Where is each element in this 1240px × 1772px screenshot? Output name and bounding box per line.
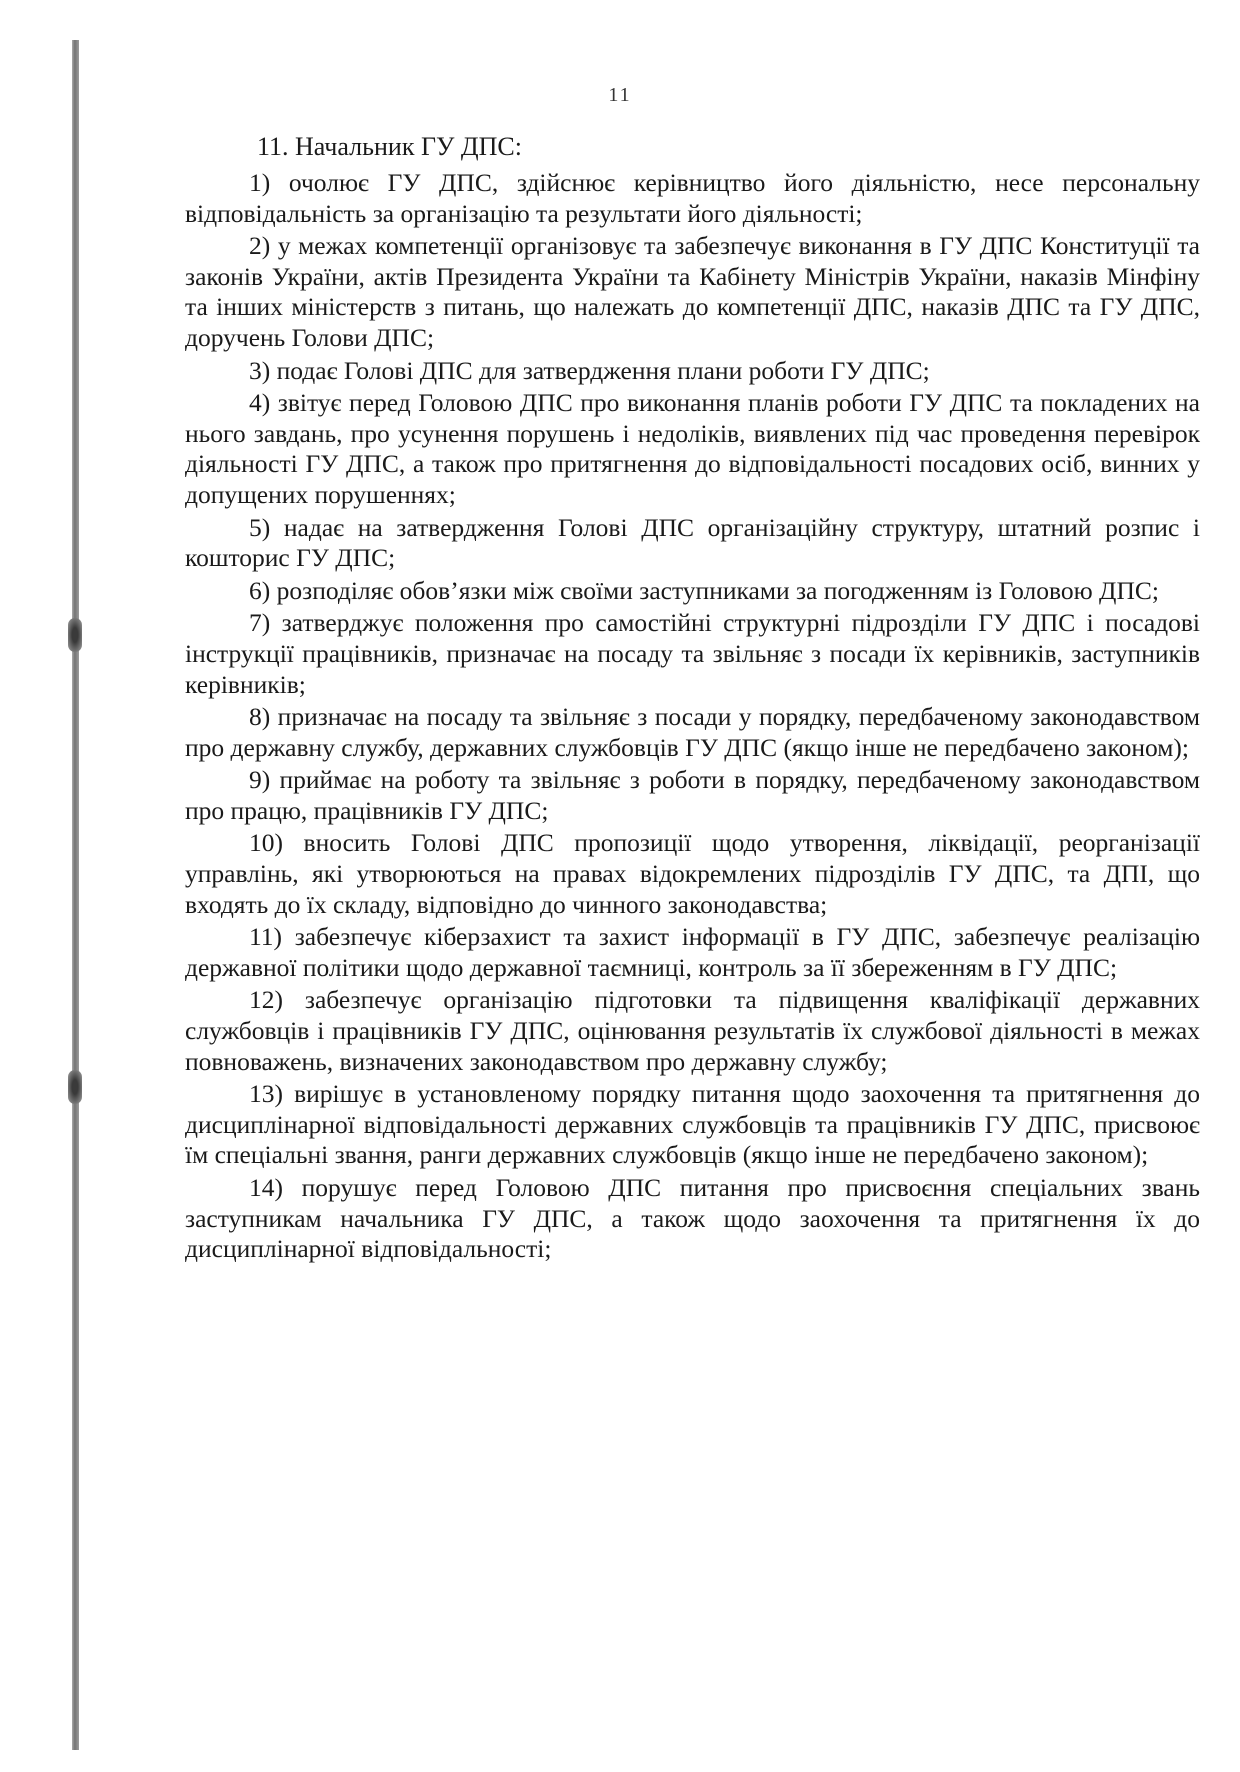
binding-hole-bottom bbox=[68, 1070, 82, 1104]
list-item: 13) вирішує в установленому порядку питання щодо заохочення та притягнення до дисциплінарної відповідальності державних службовців та працівників ГУ ДПС, присвоює їм спеціальні звання, ранги державних службовців (якщо інше не передбачено законом); bbox=[185, 1079, 1200, 1170]
list-item: 12) забезпечує організацію підготовки та підвищення кваліфікації державних службовців і працівників ГУ ДПС, оцінювання результатів їх службової діяльності в межах повноважень, визначених законодавством про державну службу; bbox=[185, 985, 1200, 1076]
document-body bbox=[185, 130, 1200, 1267]
list-item: 9) приймає на роботу та звільняє з роботи в порядку, передбаченому законодавством про працю, працівників ГУ ДПС; bbox=[185, 765, 1200, 825]
list-item: 5) надає на затвердження Голові ДПС організаційну структуру, штатний розпис і кошторис ГУ ДПС; bbox=[185, 512, 1200, 573]
list-item: 2) у межах компетенції організовує та забезпечує виконання в ГУ ДПС Конституції та законів України, актів Президента України та Кабінету Міністрів України, наказів Мінфіну та інших міністерств з питань, що належать до компетенції ДПС, наказів ДПС та ГУ ДПС, доручень Голови ДПС; bbox=[185, 231, 1200, 352]
list-item: 10) вносить Голові ДПС пропозиції щодо утворення, ліквідації, реорганізації управлінь, які утворюються на правах відокремлених підрозділів ГУ ДПС, та ДПІ, що входять до їх складу, відповідно до чинного законодавства; bbox=[185, 828, 1200, 919]
scan-binding-edge bbox=[72, 40, 79, 1750]
binding-hole-top bbox=[68, 618, 82, 652]
list-item: 11) забезпечує кіберзахист та захист інформації в ГУ ДПС, забезпечує реалізацію державної політики щодо державної таємниці, контроль за її збереженням в ГУ ДПС; bbox=[185, 922, 1200, 982]
list-item: 3) подає Голові ДПС для затвердження плани роботи ГУ ДПС; bbox=[249, 355, 930, 385]
page-number: 11 bbox=[608, 84, 632, 106]
list-item: 1) очолює ГУ ДПС, здійснює керівництво його діяльністю, несе персональну відповідальність за організацію та результати його діяльності; bbox=[185, 168, 1200, 228]
list-item: 14) порушує перед Головою ДПС питання про присвоєння спеціальних звань заступникам начальника ГУ ДПС, а також щодо заохочення та притягнення їх до дисциплінарної відповідальності; bbox=[185, 1173, 1200, 1264]
list-item: 8) призначає на посаду та звільняє з посади у порядку, передбаченому законодавством про державну службу, державних службовців ГУ ДПС (якщо інше не передбачено законом); bbox=[185, 702, 1200, 762]
list-item: 4) звітує перед Головою ДПС про виконання планів роботи ГУ ДПС та покладених на нього завдань, про усунення порушень і недоліків, виявлених під час проведення перевірок діяльності ГУ ДПС, а також про притягнення до відповідальності посадових осіб, винних у допущених порушеннях; bbox=[185, 388, 1200, 509]
section-heading: 11. Начальник ГУ ДПС: bbox=[257, 132, 522, 161]
list-item: 6) розподіляє обов’язки між своїми заступниками за погодженням із Головою ДПС; bbox=[249, 575, 1159, 605]
list-item: 7) затверджує положення про самостійні структурні підрозділи ГУ ДПС і посадові інструкції працівників, призначає на посаду та звільняє з посади їх керівників, заступників керівників; bbox=[185, 608, 1200, 699]
